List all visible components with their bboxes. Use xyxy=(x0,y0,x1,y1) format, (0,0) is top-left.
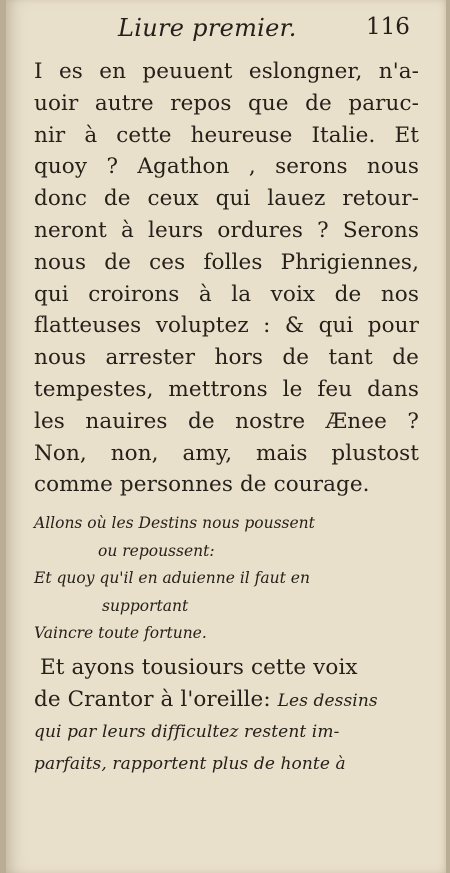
text-line: nous arrester hors de tant de xyxy=(34,345,419,371)
text-run: de Crantor à l'oreille: xyxy=(34,687,271,712)
text-line: I es en peuuent eslongner, n'a- xyxy=(34,59,419,84)
quotation-run: Les dessins xyxy=(277,691,378,711)
text-line: nir à cette heureuse Italie. Et xyxy=(34,122,419,148)
text-line: quoy ? Agathon , serons nous xyxy=(34,154,419,180)
verse-line: ou repoussent: xyxy=(98,541,215,560)
text-line: qui croirons à la voix de nos xyxy=(34,281,419,307)
paragraph-1 xyxy=(34,56,419,501)
verse-line: Vaincre toute fortune. xyxy=(34,624,207,642)
running-title: Liure premier. xyxy=(118,14,297,42)
quotation-line: qui par leurs difficultez restent im- xyxy=(34,722,340,742)
text-line: Et ayons tousiours cette voix xyxy=(40,655,358,680)
paragraph-2 xyxy=(34,652,419,780)
text-line: flatteuses voluptez : & qui pour xyxy=(34,313,419,339)
text-line: uoir autre repos que de paruc- xyxy=(34,90,419,116)
text-line: les nauires de nostre Ænee ? xyxy=(34,408,419,434)
verse-line: supportant xyxy=(102,596,189,615)
book-page xyxy=(6,0,446,873)
text-line: Non, non, amy, mais plustost xyxy=(34,440,419,466)
page-number: 116 xyxy=(366,14,410,40)
verse-line: Et quoy qu'il en aduienne il faut en xyxy=(34,569,310,587)
text-line: neront à leurs ordures ? Serons xyxy=(34,217,419,243)
quotation-line: parfaits, rapportent plus de honte à xyxy=(34,754,346,774)
text-line xyxy=(34,684,419,716)
text-line: tempestes, mettrons le feu dans xyxy=(34,376,419,402)
text-line: comme personnes de courage. xyxy=(34,472,370,498)
page-header xyxy=(6,6,446,46)
verse-quotation xyxy=(34,510,424,648)
text-line: nous de ces folles Phrigiennes, xyxy=(34,249,419,275)
text-line: donc de ceux qui lauez retour- xyxy=(34,186,419,212)
verse-line: Allons où les Destins nous poussent xyxy=(34,514,315,532)
